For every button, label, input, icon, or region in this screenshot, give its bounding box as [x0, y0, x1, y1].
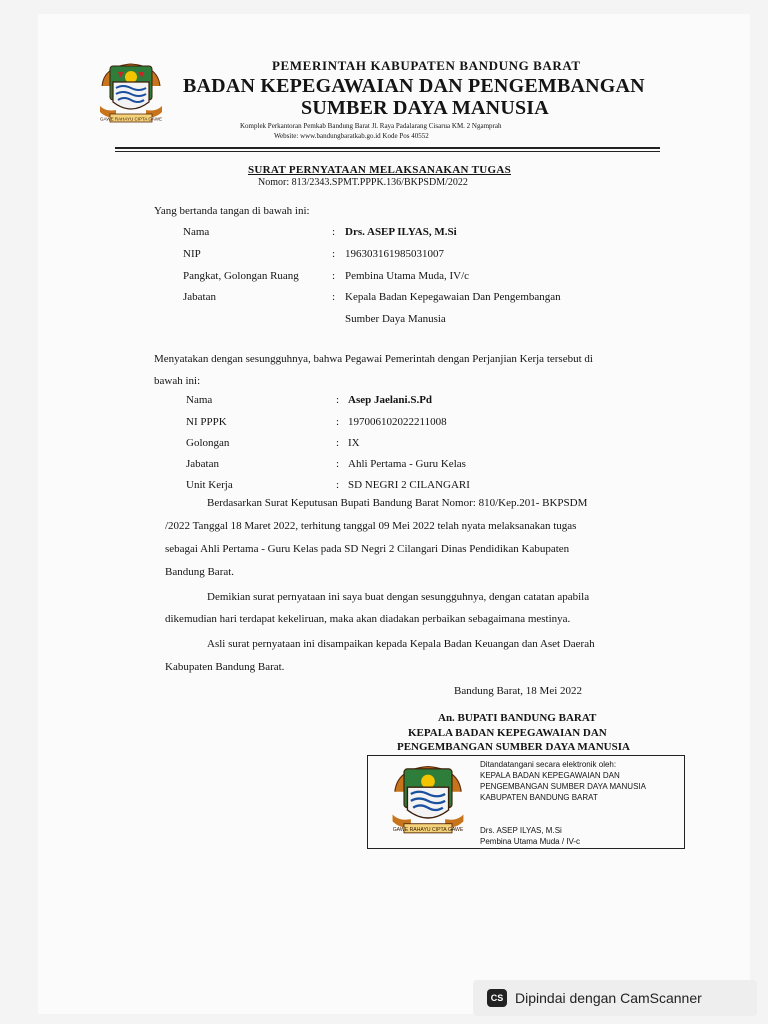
agency-name-line1: BADAN KEPEGAWAIAN DAN PENGEMBANGAN	[183, 75, 645, 97]
field-separator: :	[336, 394, 340, 406]
government-name: PEMERINTAH KABUPATEN BANDUNG BARAT	[272, 58, 581, 73]
paragraph-1-line: sebagai Ahli Pertama - Guru Kelas pada SD Negri 2 Cilangari Dinas Pendidikan Kabupaten	[165, 543, 570, 555]
employee-id: 197006102022211008	[348, 416, 447, 428]
camscanner-icon: CS	[487, 989, 507, 1007]
field-label: Jabatan	[186, 458, 219, 470]
field-label: Pangkat, Golongan Ruang	[183, 270, 299, 282]
office-website: Website: www.bandungbaratkab.go.id Kode Pos 40552	[274, 132, 429, 140]
camscanner-text: Dipindai dengan CamScanner	[515, 990, 702, 1006]
field-separator: :	[336, 479, 340, 491]
esign-name: Drs. ASEP ILYAS, M.Si	[480, 826, 562, 835]
field-separator: :	[336, 437, 340, 449]
place-date: Bandung Barat, 18 Mei 2022	[454, 685, 583, 697]
regency-logo-small	[388, 760, 468, 844]
paragraph-1-line: /2022 Tanggal 18 Maret 2022, terhitung tanggal 09 Mei 2022 telah nyata melaksanakan tugas	[165, 520, 577, 532]
svg-text:GAWE RAHAYU CIPTA GAWE: GAWE RAHAYU CIPTA GAWE	[392, 827, 464, 834]
employee-unit: SD NEGRI 2 CILANGARI	[348, 479, 470, 491]
paragraph-1-line: Bandung Barat.	[165, 566, 235, 578]
statement-line1: Menyatakan dengan sesungguhnya, bahwa Pegawai Pemerintah dengan Perjanjian Kerja tersebut di	[154, 353, 593, 365]
esign-line: KEPALA BADAN KEPEGAWAIAN DAN	[480, 771, 620, 780]
letter-title: SURAT PERNYATAAN MELAKSANAKAN TUGAS	[248, 164, 512, 176]
field-separator: :	[332, 291, 336, 303]
signer-position-cont: Sumber Daya Manusia	[345, 313, 446, 325]
paragraph-3-line: Kabupaten Bandung Barat.	[165, 661, 285, 673]
signature-line3: PENGEMBANGAN SUMBER DAYA MANUSIA	[397, 741, 630, 753]
field-label: NI PPPK	[186, 416, 227, 428]
header-rule-thick	[115, 147, 660, 149]
field-separator: :	[336, 458, 340, 470]
employee-name: Asep Jaelani.S.Pd	[348, 394, 433, 406]
field-label: Nama	[183, 226, 210, 238]
signer-nip: 196303161985031007	[345, 248, 444, 260]
header-rule-thin	[115, 151, 660, 152]
paragraph-2-line: dikemudian hari terdapat kekeliruan, maka akan diadakan perbaikan sebagaimana mestinya.	[165, 613, 571, 625]
field-separator: :	[332, 248, 336, 260]
esign-line: Ditandatangani secara elektronik oleh:	[480, 760, 617, 769]
employee-position: Ahli Pertama - Guru Kelas	[348, 458, 466, 470]
signature-line2: KEPALA BADAN KEPEGAWAIAN DAN	[408, 727, 607, 739]
employee-grade: IX	[348, 437, 360, 449]
signature-line1: An. BUPATI BANDUNG BARAT	[438, 712, 597, 724]
paragraph-1-line: Berdasarkan Surat Keputusan Bupati Bandung Barat Nomor: 810/Kep.201- BKPSDM	[207, 497, 588, 509]
esign-rank: Pembina Utama Muda / IV-c	[480, 837, 581, 846]
signer-position: Kepala Badan Kepegawaian Dan Pengembangan	[345, 291, 561, 303]
esign-line: KABUPATEN BANDUNG BARAT	[480, 793, 598, 802]
field-separator: :	[336, 416, 340, 428]
field-label: Nama	[186, 394, 213, 406]
field-label: Unit Kerja	[186, 479, 233, 491]
field-separator: :	[332, 270, 336, 282]
paragraph-3-line: Asli surat pernyataan ini disampaikan kepada Kepala Badan Keuangan dan Aset Daerah	[207, 638, 595, 650]
paragraph-2-line: Demikian surat pernyataan ini saya buat dengan sesungguhnya, dengan catatan apabila	[207, 591, 590, 603]
regency-logo	[96, 60, 166, 130]
agency-name-line2: SUMBER DAYA MANUSIA	[301, 97, 549, 119]
esign-line: PENGEMBANGAN SUMBER DAYA MANUSIA	[480, 782, 646, 791]
signer-name: Drs. ASEP ILYAS, M.Si	[345, 226, 457, 238]
field-separator: :	[332, 226, 336, 238]
camscanner-watermark	[473, 980, 757, 1016]
field-label: NIP	[183, 248, 201, 260]
letter-number: Nomor: 813/2343.SPMT.PPPK.136/BKPSDM/2022	[258, 177, 468, 188]
intro-text: Yang bertanda tangan di bawah ini:	[154, 205, 310, 217]
statement-line2: bawah ini:	[154, 375, 201, 387]
field-label: Jabatan	[183, 291, 216, 303]
svg-text:GAWE RAHAYU CIPTA GAWE: GAWE RAHAYU CIPTA GAWE	[99, 116, 163, 122]
field-label: Golongan	[186, 437, 230, 449]
electronic-signature-box	[367, 755, 685, 849]
office-address: Komplek Perkantoran Pemkab Bandung Barat Jl. Raya Padalarang Cisarua KM. 2 Ngamprah	[240, 122, 502, 130]
signer-rank: Pembina Utama Muda, IV/c	[345, 270, 470, 282]
